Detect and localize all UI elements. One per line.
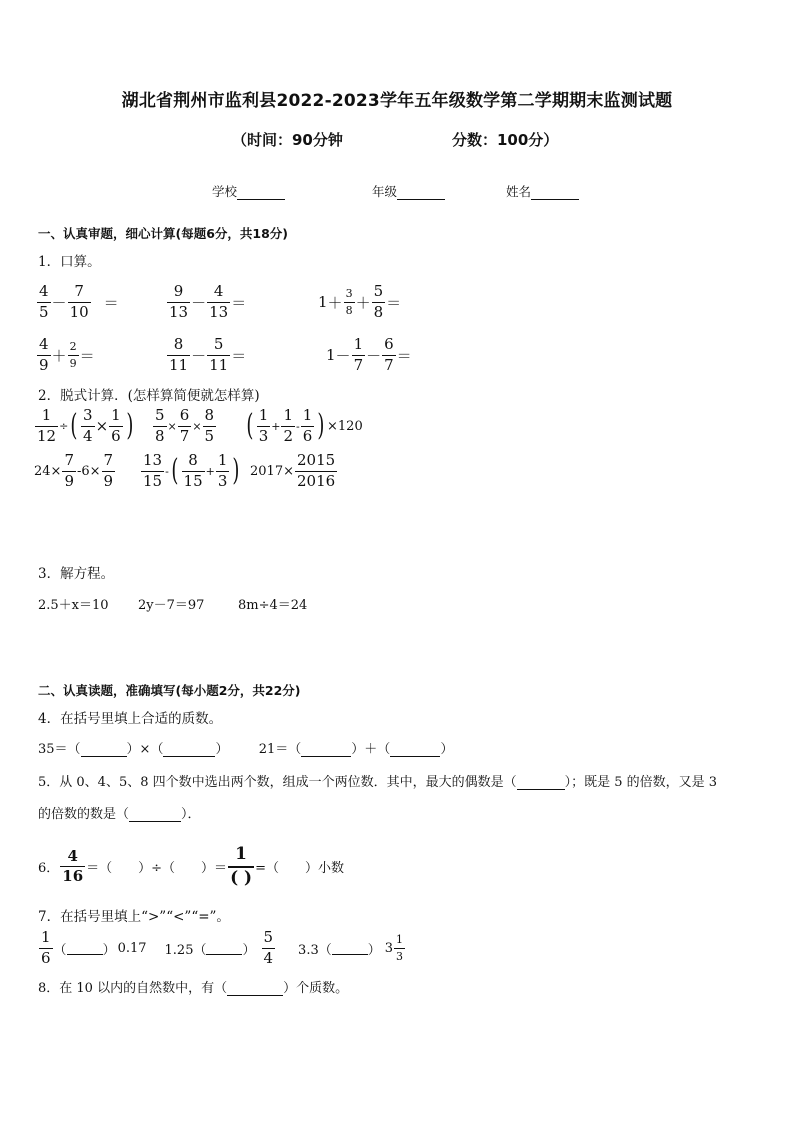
fraction: $\frac{6}{7}$ xyxy=(179,406,190,445)
q7-label: 7．在括号里填上“>”“<”“=”。 xyxy=(38,909,230,925)
q2-expr-b: $\frac{5}{8}$ × $\frac{6}{7}$ × $\frac{8}{5}$ xyxy=(155,406,215,445)
answer-blank[interactable] xyxy=(390,744,440,757)
fraction: $\frac{3}{4}$ xyxy=(83,406,93,445)
fraction: $\frac{1}{7}$ xyxy=(353,335,364,374)
answer-blank[interactable] xyxy=(163,744,215,757)
q5-line-2: 的倍数的数是（ ）． xyxy=(38,807,201,822)
q2-expr-c: ( $\frac{1}{3}$ + $\frac{1}{2}$ - $\frac{1}{6}$ ) ×120 xyxy=(246,406,363,445)
q2-expr-f: 2017× $\frac{2015}{2016}$ xyxy=(250,451,336,490)
answer-blank[interactable] xyxy=(332,942,368,955)
q3-equation-3: 8m÷4＝24 xyxy=(238,598,308,613)
fraction: $\frac{2}{9}$ xyxy=(69,340,77,370)
answer-blank[interactable] xyxy=(301,744,351,757)
fraction: $\frac{1}{12}$ xyxy=(37,406,57,445)
answer-blank[interactable] xyxy=(129,809,181,822)
q1-expr-f: 1 － $\frac{1}{7}$ － $\frac{6}{7}$ ＝ xyxy=(326,335,412,374)
fraction: $\frac{4}{9}$ xyxy=(39,335,49,374)
name-blank[interactable] xyxy=(531,186,579,200)
fraction: $\frac{1}{6}$ xyxy=(302,406,313,445)
section2-heading: 二、认真读题，准确填写(每小题2分，共22分) xyxy=(38,683,301,698)
q1-expr-c: 1 ＋ $\frac{3}{8}$ ＋ $\frac{5}{8}$ ＝ xyxy=(318,282,402,321)
fraction: $\frac{4}{16}$ xyxy=(62,846,84,886)
q1-expr-e: $\frac{8}{11}$ － $\frac{5}{11}$ ＝ xyxy=(169,335,247,374)
fraction: $\frac{3}{8}$ xyxy=(345,287,353,317)
q6-line: 6． $\frac{4}{16}$ ＝（ ）÷（ ）＝ $\frac{1}{( )}$ =（ ）小数 xyxy=(38,844,344,888)
fraction: $\frac{4}{13}$ xyxy=(209,282,229,321)
name-label: 姓名 xyxy=(506,184,532,199)
q2-label: 2．脱式计算．(怎样算简便就怎样算) xyxy=(38,388,260,404)
q5-line-1: 5．从 0、4、5、8 四个数中选出两个数，组成一个两位数．其中，最大的偶数是（ ）；既是 5 的倍数，又是 3 xyxy=(38,775,718,790)
q1-expr-a: $\frac{4}{5}$ － $\frac{7}{10}$ ＝ xyxy=(39,282,119,321)
q4-label: 4．在括号里填上合适的质数。 xyxy=(38,711,223,727)
q3-label: 3．解方程。 xyxy=(38,566,115,582)
fraction: $\frac{1}{3}$ xyxy=(396,933,404,963)
fraction: $\frac{8}{5}$ xyxy=(204,406,215,445)
fraction: $\frac{5}{8}$ xyxy=(373,282,384,321)
q2-expr-a: $\frac{1}{12}$ ÷ ( $\frac{3}{4}$ × $\frac{1}{6}$ ) xyxy=(37,406,134,445)
fraction: $\frac{1}{6}$ xyxy=(41,928,51,967)
grade-field[interactable] xyxy=(372,182,445,200)
fraction: $\frac{5}{8}$ xyxy=(155,406,165,445)
fraction: $\frac{1}{2}$ xyxy=(283,406,294,445)
page-title: 湖北省荆州市监利县2022-2023学年五年级数学第二学期期末监测试题 xyxy=(121,91,673,111)
q4-line: 35＝（ ）×（ ） 21＝（ ）＋（ ） xyxy=(38,742,454,757)
school-field[interactable] xyxy=(212,182,285,200)
grade-label: 年级 xyxy=(372,184,398,199)
grade-blank[interactable] xyxy=(397,186,445,200)
answer-blank[interactable] xyxy=(517,777,565,790)
q1-expr-b: $\frac{9}{13}$ － $\frac{4}{13}$ ＝ xyxy=(169,282,247,321)
answer-blank[interactable] xyxy=(227,983,283,996)
q3-equation-2: 2y－7＝97 xyxy=(138,598,205,613)
fraction: $\frac{1}{3}$ xyxy=(258,406,269,445)
fraction: $\frac{1}{6}$ xyxy=(111,406,121,445)
fraction: $\frac{13}{15}$ xyxy=(143,451,163,490)
fraction: $\frac{8}{15}$ xyxy=(183,451,203,490)
q8-line: 8．在 10 以内的自然数中，有（ ）个质数。 xyxy=(38,981,349,996)
fraction: $\frac{9}{13}$ xyxy=(169,282,189,321)
exam-time: （时间：90分钟 xyxy=(232,131,343,149)
q2-expr-d: 24× $\frac{7}{9}$ -6× $\frac{7}{9}$ xyxy=(34,451,114,490)
q2-expr-e: $\frac{13}{15}$ - ( $\frac{8}{15}$ + $\frac{1}{3}$ ) xyxy=(143,451,240,490)
name-field[interactable] xyxy=(506,182,579,200)
school-label: 学校 xyxy=(212,184,238,199)
fraction: $\frac{7}{10}$ xyxy=(69,282,89,321)
fraction: $\frac{2015}{2016}$ xyxy=(296,451,336,490)
fraction: $\frac{5}{11}$ xyxy=(209,335,229,374)
answer-blank[interactable] xyxy=(206,942,242,955)
answer-blank[interactable] xyxy=(67,942,103,955)
school-blank[interactable] xyxy=(237,186,285,200)
q1-expr-d: $\frac{4}{9}$ ＋ $\frac{2}{9}$ ＝ xyxy=(39,335,95,374)
fraction: $\frac{7}{9}$ xyxy=(103,451,114,490)
fraction: $\frac{5}{4}$ xyxy=(263,928,274,967)
answer-blank[interactable] xyxy=(81,744,127,757)
fraction: $\frac{4}{5}$ xyxy=(39,282,49,321)
q1-label: 1．口算。 xyxy=(38,254,101,270)
fraction: $\frac{1}{3}$ xyxy=(217,451,228,490)
fraction: $\frac{6}{7}$ xyxy=(384,335,394,374)
fraction: $\frac{7}{9}$ xyxy=(64,451,74,490)
q7-line: $\frac{1}{6}$ （ ） 0.17 1.25（ ） $\frac{5}{4}$ 3.3（ ） 3 $\frac{1}{3}$ xyxy=(41,928,404,967)
exam-score: 分数：100分） xyxy=(452,131,559,149)
q3-equation-1: 2.5＋x＝10 xyxy=(38,598,109,613)
fraction: $\frac{1}{( )}$ xyxy=(230,844,253,888)
section1-heading: 一、认真审题，细心计算(每题6分，共18分) xyxy=(38,226,289,241)
fraction: $\frac{8}{11}$ xyxy=(169,335,189,374)
